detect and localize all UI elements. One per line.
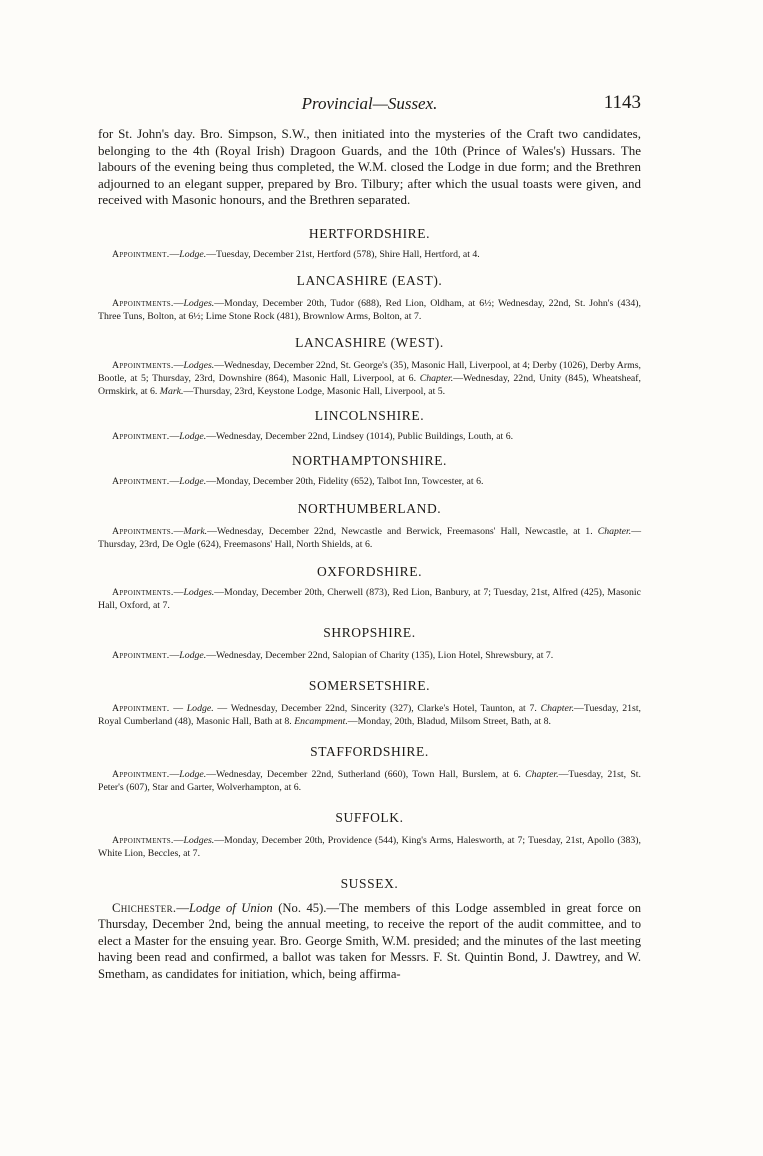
entry-label: Appointment. bbox=[112, 475, 170, 487]
entry-label: Appointments. bbox=[112, 297, 174, 309]
county-heading: SHROPSHIRE. bbox=[323, 624, 416, 640]
entry-type: Lodges. bbox=[183, 297, 215, 309]
running-title: Provincial—Sussex. bbox=[301, 94, 438, 113]
entry-text: — bbox=[169, 430, 180, 442]
entry-label: Appointment. bbox=[112, 430, 170, 442]
entry-type: Lodges. bbox=[183, 834, 215, 846]
entry-type: Lodges. bbox=[183, 359, 215, 371]
section-entry bbox=[98, 359, 641, 398]
entry-type: Chapter. bbox=[419, 372, 454, 384]
entry-text: (No. 45).—The members of this Lodge assembled in great force on Thursday, December 2nd, being the annual meeting, to receive the report of the audit committee, and to elect a Master for the ensuing year. Bro. George Smith, W.M. presided; and the minutes of the last meeting having been read and confirmed, a ballot was taken for Messrs. F. St. Quintin Bond, J. Dawtrey, and W. Smetham, as candidates for initiation, which, being affirma- bbox=[98, 900, 642, 981]
section-entry bbox=[98, 525, 641, 551]
county-heading: SOMERSETSHIRE. bbox=[308, 677, 431, 693]
entry-label: Appointments. bbox=[112, 525, 174, 537]
entry-type: Chapter. bbox=[540, 702, 575, 714]
entry-label: Appointments. bbox=[112, 586, 174, 598]
entry-label: Appointments. bbox=[112, 834, 174, 846]
county-heading: NORTHAMPTONSHIRE. bbox=[291, 452, 448, 468]
entry-text: —Monday, December 20th, Fidelity (652), Talbot Inn, Towcester, at 6. bbox=[206, 475, 484, 487]
entry-text: — bbox=[173, 525, 184, 537]
entry-text: —Thursday, 23rd, De Ogle (624), Freemasons' Hall, North Shields, at 6. bbox=[98, 525, 641, 550]
document-page bbox=[98, 92, 641, 982]
section-entry bbox=[98, 248, 641, 261]
entry-text: — bbox=[169, 248, 180, 260]
section-entry bbox=[98, 586, 641, 612]
entry-type: Lodge of Union bbox=[188, 900, 273, 915]
entry-type: Lodge. bbox=[179, 475, 207, 487]
entry-text: —Monday, 20th, Bladud, Milsom Street, Bath, at 8. bbox=[347, 715, 551, 727]
entry-label: Appointments. bbox=[112, 359, 174, 371]
entry-type: Encampment. bbox=[294, 715, 348, 727]
page-header bbox=[98, 92, 641, 122]
entry-text: — bbox=[169, 768, 180, 780]
entry-text: —Tuesday, 21st, St. Peter's (607), Star and Garter, Wolverhampton, at 6. bbox=[98, 768, 641, 793]
entry-type: Chapter. bbox=[525, 768, 559, 780]
county-heading: STAFFORDSHIRE. bbox=[310, 743, 429, 759]
county-heading: LANCASHIRE (WEST). bbox=[295, 334, 444, 350]
entry-type: Lodge. bbox=[179, 248, 207, 260]
entry-text: —Thursday, 23rd, Keystone Lodge, Masonic Hall, Liverpool, at 5. bbox=[183, 385, 446, 397]
entry-type: Mark. bbox=[159, 385, 184, 397]
entry-text: — bbox=[169, 702, 187, 714]
entry-text: —Monday, December 20th, Cherwell (873), Red Lion, Banbury, at 7; Tuesday, 21st, Alfred (425), Masonic Hall, Oxford, at 7. bbox=[98, 586, 641, 611]
county-heading: OXFORDSHIRE. bbox=[316, 563, 423, 579]
page-number: 1143 bbox=[603, 92, 641, 113]
entry-type: Chapter. bbox=[597, 525, 632, 537]
entry-text: — bbox=[173, 834, 184, 846]
entry-label: Appointment. bbox=[112, 768, 170, 780]
entry-text: —Wednesday, 22nd, Unity (845), Wheatsheaf, Ormskirk, at 6. bbox=[98, 372, 641, 397]
section-entry bbox=[98, 297, 641, 323]
entry-text: —Tuesday, 21st, Royal Cumberland (48), Masonic Hall, Bath at 8. bbox=[98, 702, 642, 727]
entry-text: — bbox=[169, 649, 180, 661]
entry-text: — bbox=[176, 900, 189, 915]
entry-text: —Wednesday, December 22nd, Sutherland (660), Town Hall, Burslem, at 6. bbox=[206, 768, 526, 780]
county-heading: NORTHUMBERLAND. bbox=[297, 500, 442, 516]
entry-text: —Wednesday, December 22nd, Lindsey (1014), Public Buildings, Louth, at 6. bbox=[206, 430, 514, 442]
entry-text: —Wednesday, December 22nd, St. George's (35), Masonic Hall, Liverpool, at 4; Derby (1026), Derby Arms, Bootle, at 5; Thursday, 23rd, Downshire (864), Masonic Hall, Liverpool, at 6. bbox=[98, 359, 641, 384]
county-heading: HERTFORDSHIRE. bbox=[308, 225, 431, 241]
entry-text: —Monday, December 20th, Providence (544), King's Arms, Halesworth, at 7; Tuesday, 21st, Apollo (383), White Lion, Beccles, at 7. bbox=[98, 834, 641, 859]
entry-text: —Wednesday, December 22nd, Salopian of Charity (135), Lion Hotel, Shrewsbury, at 7. bbox=[206, 649, 554, 661]
entry-text: — bbox=[173, 359, 184, 371]
section-entry bbox=[98, 834, 641, 860]
county-heading: SUSSEX. bbox=[340, 875, 399, 891]
section-entry bbox=[98, 702, 641, 728]
entry-text: —Tuesday, December 21st, Hertford (578), Shire Hall, Hertford, at 4. bbox=[206, 248, 480, 260]
entry-label: Appointment. bbox=[112, 702, 170, 714]
section-entry bbox=[98, 430, 641, 443]
entry-type: Lodge. bbox=[179, 430, 207, 442]
entry-text: — bbox=[169, 475, 180, 487]
county-heading: LANCASHIRE (EAST). bbox=[296, 272, 443, 288]
entry-text: —Wednesday, December 22nd, Newcastle and Berwick, Freemasons' Hall, Newcastle, at 1. bbox=[207, 525, 598, 537]
entry-type: Lodges. bbox=[183, 586, 215, 598]
entry-type: Mark. bbox=[183, 525, 208, 537]
entry-label: Appointment. bbox=[112, 248, 170, 260]
county-heading: LINCOLNSHIRE. bbox=[314, 407, 425, 423]
entry-label: Appointment. bbox=[112, 649, 170, 661]
intro-paragraph: for St. John's day. Bro. Simpson, S.W., then initiated into the mysteries of the Craft two candidates, belonging to the 4th (Royal Irish) Dragoon Guards, and the 10th (Prince of Wales's) Hussars. The labours of the evening being thus completed, the W.M. closed the Lodge in due form; and the Brethren adjourned to an elegant supper, prepared by Bro. Tilbury; after which the usual toasts were given, and received with Masonic honours, and the Brethren separated. bbox=[98, 126, 641, 207]
entry-text: — bbox=[173, 297, 184, 309]
section-entry bbox=[98, 900, 641, 983]
entry-type: Lodge. bbox=[186, 702, 214, 714]
section-entry bbox=[98, 475, 641, 488]
entry-text: — Wednesday, December 22nd, Sincerity (327), Clarke's Hotel, Taunton, at 7. bbox=[213, 702, 541, 714]
entry-text: — bbox=[173, 586, 184, 598]
entry-type: Lodge. bbox=[179, 768, 207, 780]
entry-label: Chichester. bbox=[112, 900, 177, 915]
entry-text: —Monday, December 20th, Tudor (688), Red Lion, Oldham, at 6½; Wednesday, 22nd, St. John's (434), Three Tuns, Bolton, at 6½; Lime Stone Rock (481), Brownlow Arms, Bolton, at 7. bbox=[98, 297, 641, 322]
section-entry bbox=[98, 649, 641, 662]
entry-type: Lodge. bbox=[179, 649, 207, 661]
section-entry bbox=[98, 768, 641, 794]
county-heading: SUFFOLK. bbox=[335, 809, 404, 825]
